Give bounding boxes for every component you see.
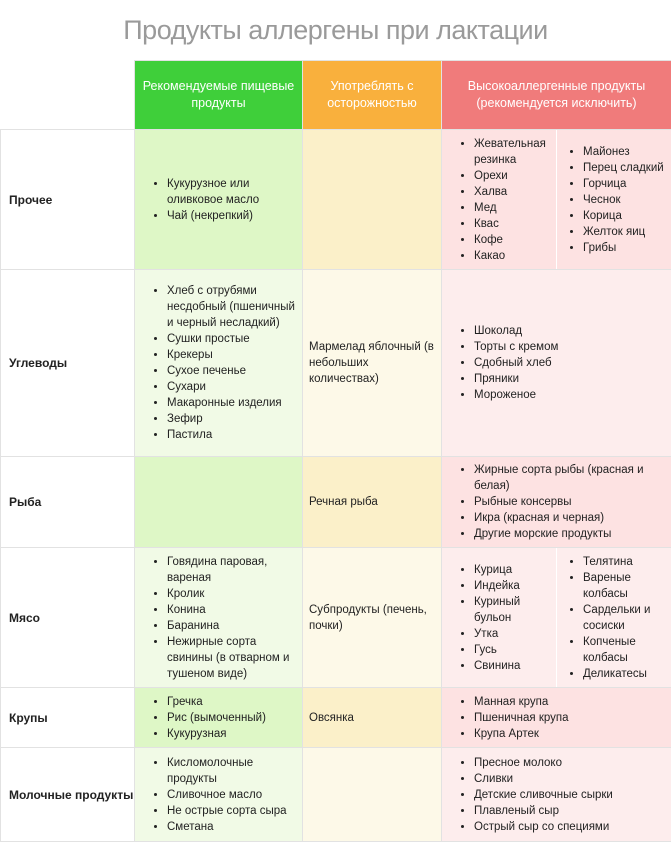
- recommended-cell: [135, 457, 303, 548]
- list-item: • Деликатесы: [583, 666, 671, 682]
- recommended-list: [135, 283, 302, 443]
- list-item: • Мороженое: [474, 387, 671, 403]
- list-item: • Копченые колбасы: [583, 634, 671, 666]
- list-item: • Нежирные сорта свинины (в отварном и тушеном виде): [167, 634, 302, 682]
- list-item: • Говядина паровая, вареная: [167, 554, 302, 586]
- caution-cell: [303, 548, 442, 688]
- list-item: • Кукурузное или оливковое масло: [167, 176, 302, 208]
- table-row: [1, 688, 671, 748]
- list-item: • Плавленый сыр: [474, 803, 671, 819]
- list-item: • Орехи: [474, 168, 556, 184]
- list-item: • Кролик: [167, 586, 302, 602]
- header-recommended: Рекомендуемые пищевые продукты: [135, 61, 303, 130]
- recommended-list: [135, 755, 302, 835]
- list-item: • Халва: [474, 184, 556, 200]
- category-cell: Рыба: [1, 457, 135, 548]
- category-cell: Крупы: [1, 688, 135, 748]
- caution-cell: [303, 130, 442, 270]
- list-item: • Сливочное масло: [167, 787, 302, 803]
- high-allergen-list: [557, 144, 664, 256]
- high-allergen-cell: [442, 270, 671, 457]
- list-item: • Корица: [583, 208, 664, 224]
- caution-text: Овсянка: [303, 710, 441, 726]
- list-item: • Курица: [474, 562, 556, 578]
- list-item: • Желток яиц: [583, 224, 664, 240]
- table-row: [1, 130, 671, 270]
- high-allergen-cell: [442, 130, 671, 270]
- list-item: • Икра (красная и черная): [474, 510, 671, 526]
- recommended-cell: [135, 548, 303, 688]
- list-item: • Шоколад: [474, 323, 671, 339]
- list-item: • Жирные сорта рыбы (красная и белая): [474, 462, 671, 494]
- high-allergen-col-b: [556, 548, 671, 687]
- list-item: • Сухое печенье: [167, 363, 302, 379]
- high-allergen-list: [442, 694, 671, 742]
- header-empty-cell: [1, 61, 135, 130]
- list-item: • Индейка: [474, 578, 556, 594]
- recommended-list: [135, 554, 302, 682]
- list-item: • Свинина: [474, 658, 556, 674]
- list-item: • Рис (вымоченный): [167, 710, 302, 726]
- header-caution: Употреблять с осторожностью: [303, 61, 442, 130]
- list-item: • Мед: [474, 200, 556, 216]
- allergen-table: [0, 60, 671, 842]
- list-item: • Утка: [474, 626, 556, 642]
- list-item: • Детские сливочные сырки: [474, 787, 671, 803]
- high-allergen-col-a: [442, 130, 556, 269]
- list-item: • Сдобный хлеб: [474, 355, 671, 371]
- high-allergen-col-b: [556, 130, 671, 269]
- high-allergen-col-a: [442, 548, 556, 687]
- header-row: [1, 61, 671, 130]
- list-item: • Гречка: [167, 694, 302, 710]
- list-item: • Пряники: [474, 371, 671, 387]
- list-item: • Грибы: [583, 240, 664, 256]
- recommended-list: [135, 176, 302, 224]
- list-item: • Чеснок: [583, 192, 664, 208]
- list-item: • Кукурузная: [167, 726, 302, 742]
- list-item: • Куриный бульон: [474, 594, 556, 626]
- list-item: • Перец сладкий: [583, 160, 664, 176]
- high-allergen-cell: [442, 457, 671, 548]
- list-item: • Жевательная резинка: [474, 136, 556, 168]
- list-item: • Кисломолочные продукты: [167, 755, 302, 787]
- high-allergen-list: [557, 554, 671, 682]
- list-item: • Хлеб с отрубями несдобный (пшеничный и черный несладкий): [167, 283, 302, 331]
- list-item: • Сушки простые: [167, 331, 302, 347]
- list-item: • Макаронные изделия: [167, 395, 302, 411]
- list-item: • Рыбные консервы: [474, 494, 671, 510]
- caution-text: Речная рыба: [303, 494, 441, 510]
- list-item: • Пшеничная крупа: [474, 710, 671, 726]
- list-item: • Сухари: [167, 379, 302, 395]
- recommended-cell: [135, 748, 303, 842]
- page-title: Продукты аллергены при лактации: [0, 0, 671, 60]
- recommended-list: [135, 694, 302, 742]
- list-item: • Зефир: [167, 411, 302, 427]
- high-allergen-list: [442, 562, 556, 674]
- high-allergen-cell: [442, 548, 671, 688]
- list-item: • Кофе: [474, 232, 556, 248]
- category-cell: Прочее: [1, 130, 135, 270]
- list-item: • Торты с кремом: [474, 339, 671, 355]
- list-item: • Пастила: [167, 427, 302, 443]
- list-item: • Какао: [474, 248, 556, 264]
- high-allergen-cell: [442, 748, 671, 842]
- caution-cell: [303, 457, 442, 548]
- list-item: • Сардельки и сосиски: [583, 602, 671, 634]
- high-allergen-split: [442, 130, 671, 269]
- high-allergen-list: [442, 136, 556, 264]
- list-item: • Конина: [167, 602, 302, 618]
- list-item: • Манная крупа: [474, 694, 671, 710]
- caution-text: Субпродукты (печень, почки): [303, 602, 441, 634]
- list-item: • Сливки: [474, 771, 671, 787]
- category-cell: Углеводы: [1, 270, 135, 457]
- list-item: • Другие морские продукты: [474, 526, 671, 542]
- list-item: • Вареные колбасы: [583, 570, 671, 602]
- table-row: [1, 457, 671, 548]
- list-item: • Острый сыр со специями: [474, 819, 671, 835]
- high-allergen-list: [442, 462, 671, 542]
- list-item: • Майонез: [583, 144, 664, 160]
- recommended-cell: [135, 130, 303, 270]
- category-cell: Молочные продукты: [1, 748, 135, 842]
- high-allergen-split: [442, 548, 671, 687]
- list-item: • Сметана: [167, 819, 302, 835]
- recommended-cell: [135, 270, 303, 457]
- list-item: • Телятина: [583, 554, 671, 570]
- list-item: • Крупа Артек: [474, 726, 671, 742]
- list-item: • Горчица: [583, 176, 664, 192]
- table-row: [1, 270, 671, 457]
- high-allergen-list: [442, 755, 671, 835]
- table-row: [1, 748, 671, 842]
- category-cell: Мясо: [1, 548, 135, 688]
- list-item: • Не острые сорта сыра: [167, 803, 302, 819]
- table-row: [1, 548, 671, 688]
- caution-cell: [303, 748, 442, 842]
- list-item: • Квас: [474, 216, 556, 232]
- recommended-cell: [135, 688, 303, 748]
- caution-text: Мармелад яблочный (в небольших количествах): [303, 339, 441, 387]
- high-allergen-list: [442, 323, 671, 403]
- list-item: • Гусь: [474, 642, 556, 658]
- list-item: • Крекеры: [167, 347, 302, 363]
- list-item: • Пресное молоко: [474, 755, 671, 771]
- high-allergen-cell: [442, 688, 671, 748]
- caution-cell: [303, 270, 442, 457]
- list-item: • Баранина: [167, 618, 302, 634]
- list-item: • Чай (некрепкий): [167, 208, 302, 224]
- header-high-allergen: Высокоаллергенные продукты (рекомендуется исключить): [442, 61, 671, 130]
- caution-cell: [303, 688, 442, 748]
